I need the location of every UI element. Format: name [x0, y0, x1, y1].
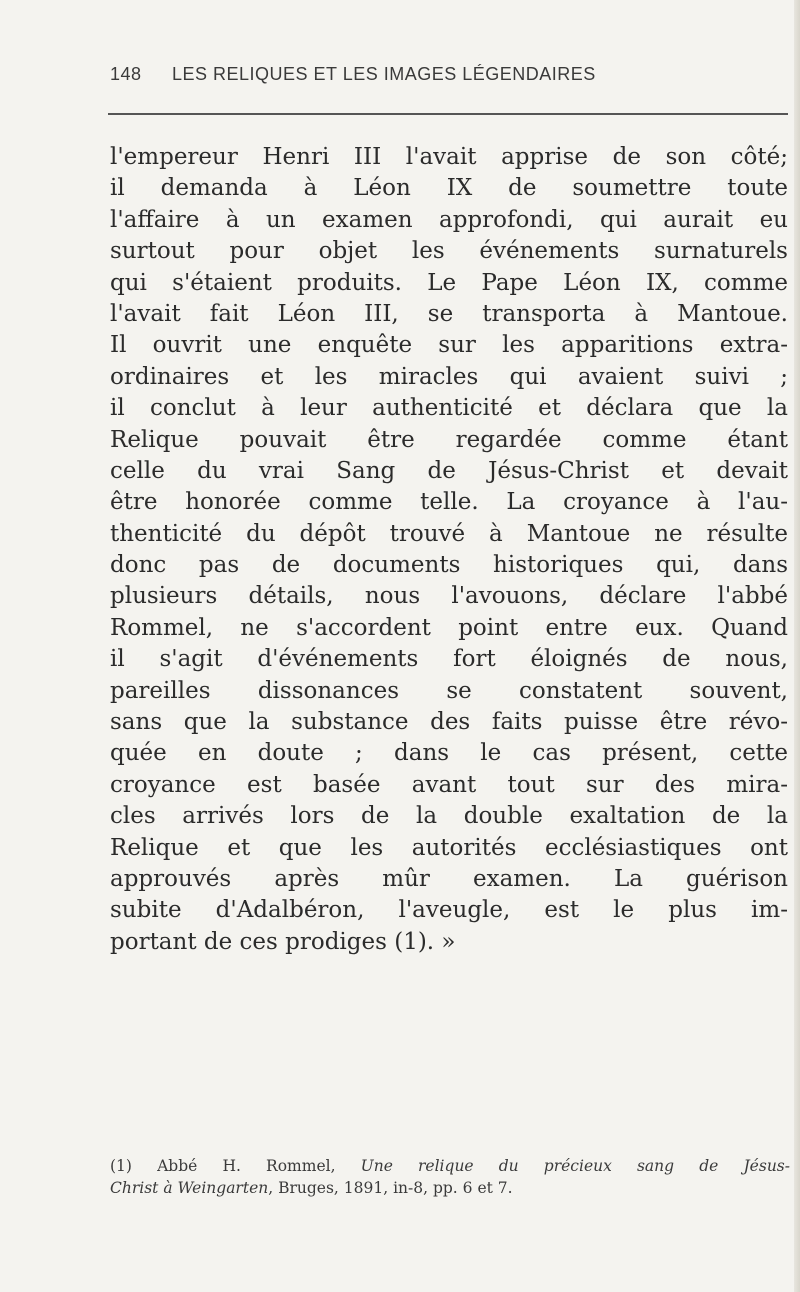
- text-line: l'empereur Henri III l'avait apprise de son côté;: [110, 144, 788, 170]
- footnote-title-cont: Christ à Weingarten: [110, 1179, 269, 1197]
- text-line: pareilles dissonances se constatent souvent,: [110, 677, 788, 704]
- text-line: Il ouvrit une enquête sur les apparitions extra-: [110, 332, 788, 359]
- footnote-title: Une relique du précieux sang de Jésus-: [360, 1157, 790, 1175]
- text-line: Rommel, ne s'accordent point entre eux. Quand: [110, 614, 788, 641]
- footnote-line: [110, 1155, 790, 1177]
- footnote: [110, 1155, 790, 1199]
- text-line: croyance est basée avant tout sur des mira-: [110, 771, 788, 798]
- page-number: 148: [110, 64, 142, 84]
- text-line: approuvés après mûr examen. La guérison: [110, 865, 788, 892]
- text-line: thenticité du dépôt trouvé à Mantoue ne résulte: [110, 520, 788, 547]
- text-line: plusieurs détails, nous l'avouons, déclare l'abbé: [110, 583, 788, 610]
- running-title: LES RELIQUES ET LES IMAGES LÉGENDAIRES: [172, 64, 596, 84]
- footnote-ref: (1) Abbé H. Rommel,: [110, 1157, 361, 1175]
- text-line: Relique et que les autorités ecclésiastiques ont: [110, 834, 788, 861]
- text-line: surtout pour objet les événements surnaturels: [110, 238, 788, 265]
- text-line: qui s'étaient produits. Le Pape Léon IX, comme: [110, 269, 788, 296]
- text-line: l'affaire à un examen approfondi, qui aurait eu: [110, 206, 788, 233]
- text-line: il conclut à leur authenticité et déclara que la: [110, 395, 788, 422]
- text-line: subite d'Adalbéron, l'aveugle, est le plus im-: [110, 897, 788, 924]
- text-line: il demanda à Léon IX de soumettre toute: [110, 175, 788, 202]
- text-line: quée en doute ; dans le cas présent, cette: [110, 740, 788, 767]
- text-line: être honorée comme telle. La croyance à l'au-: [110, 489, 788, 516]
- text-line: l'avait fait Léon III, se transporta à Mantoue.: [110, 300, 788, 327]
- footnote-publication: , Bruges, 1891, in-8, pp. 6 et 7.: [268, 1179, 513, 1197]
- text-line: Relique pouvait être regardée comme étant: [110, 426, 788, 453]
- text-line: ordinaires et les miracles qui avaient suivi ;: [110, 363, 788, 390]
- text-line: celle du vrai Sang de Jésus-Christ et devait: [110, 457, 788, 484]
- body-text: [110, 142, 788, 958]
- text-line: sans que la substance des faits puisse être révo-: [110, 709, 788, 736]
- text-line: donc pas de documents historiques qui, dans: [110, 552, 788, 579]
- text-line: il s'agit d'événements fort éloignés de nous,: [110, 646, 788, 673]
- text-line: cles arrivés lors de la double exaltation de la: [110, 803, 788, 830]
- running-head: [110, 64, 790, 85]
- text-line: portant de ces prodiges (1). »: [110, 928, 456, 955]
- page-edge: [794, 0, 800, 1292]
- header-rule: [108, 113, 788, 115]
- footnote-line: [110, 1177, 790, 1199]
